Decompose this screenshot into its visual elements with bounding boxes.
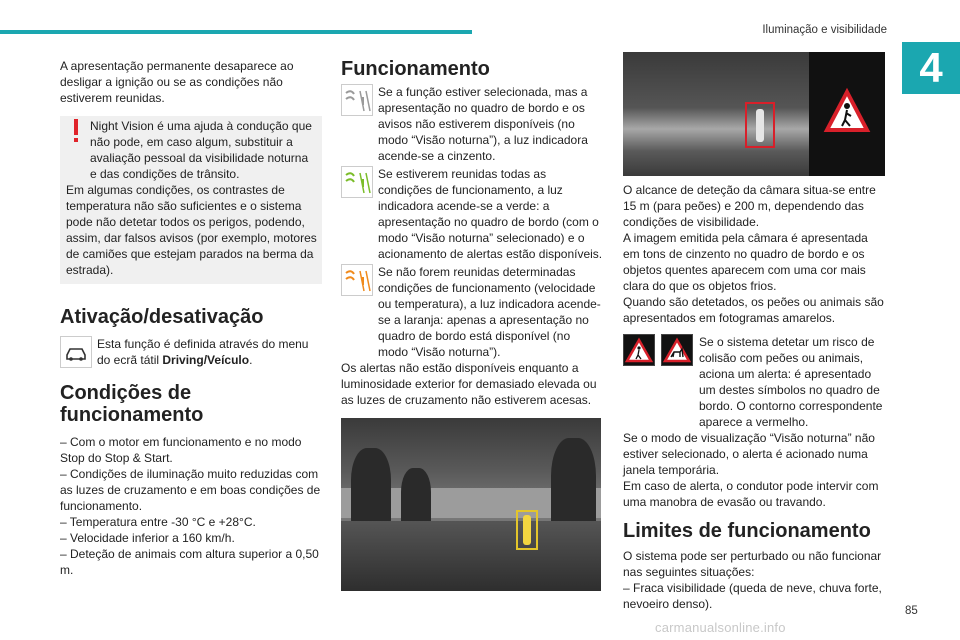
greyscale-text: A imagem emitida pela câmara é apresentada em tons de cinzento no quadro de bordo e os objetos quentes aparecem com uma cor mais clara do que os objetos frios.: [623, 231, 868, 293]
list-item: – Condições de iluminação muito reduzidas com as luzes de cruzamento e em boas condições de funcionamento.: [60, 467, 321, 513]
conditions-heading: Condições de funcionamento: [60, 382, 204, 426]
night-vision-alert-image: [623, 52, 885, 176]
pedestrian-frame-yellow: [516, 510, 538, 550]
alerts-unavailable-text: Os alertas não estão disponíveis enquanto a luminosidade exterior for demasiado elevada ou as luzes de cruzamento não estiverem acesas.: [341, 361, 597, 407]
driver-intervention-text: Em caso de alerta, o condutor pode intervir com uma manobra de evasão ou travando.: [623, 479, 879, 509]
warning-text-1: Night Vision é uma ajuda à condução que não pode, em caso algum, substituir a avaliação pessoal da visibilidade noturna e das condições de trânsito.: [90, 119, 312, 181]
exclamation-icon: [72, 119, 80, 145]
car-settings-icon: [60, 336, 92, 368]
range-text: O alcance de deteção da câmara situa-se entre 15 m (para peões) e 200 m, dependendo das condições de visibilidade.: [623, 183, 876, 229]
indicator-orange-text: Se não forem reunidas determinadas condições de funcionamento (velocidade ou temperatura), a luz indicadora acende-se a laranja: apenas a apresentação no quadro de bordo está disponível (no modo “Visão noturna”).: [378, 265, 601, 359]
animal-alert-icon: [661, 334, 693, 366]
indicator-grey-row: [341, 84, 603, 164]
limits-heading: Limites de funcionamento: [623, 520, 871, 542]
conditions-list: [60, 434, 322, 578]
alert-text: Se o sistema detetar um risco de colisão com peões ou animais, aciona um alerta: é apresentado um destes símbolos no quadro de bordo. O contorno correspondente aparece a vermelho.: [699, 335, 883, 429]
indicator-grey-text: Se a função estiver selecionada, mas a apresentação no quadro de bordo e os avisos não estiverem disponíveis (no modo “Visão noturna”), a luz indicadora acende-se a cinzento.: [378, 85, 588, 163]
header-accent-bar: [0, 30, 472, 34]
temporary-window-text: Se o modo de visualização “Visão noturna” não estiver selecionado, o alerta é acionado numa janela temporária.: [623, 431, 875, 477]
list-item: – Deteção de animais com altura superior a 0,50 m.: [60, 547, 319, 577]
alert-symbols-row: [623, 334, 885, 430]
night-vision-orange-icon: [341, 264, 373, 296]
list-item: – Com o motor em funcionamento e no modo Stop do Stop & Start.: [60, 435, 302, 465]
page-number: 85: [905, 605, 918, 617]
activation-row: [60, 336, 322, 368]
activation-text: Esta função é definida através do menu do ecrã tátil Driving/Veículo.: [97, 337, 309, 367]
column-left: [60, 58, 322, 578]
column-right: [623, 58, 885, 612]
activation-menu-name: Driving/Veículo: [162, 353, 250, 367]
warning-text-2: Em algumas condições, os contrastes de temperatura não são suficientes e o sistema pode não detetar todos os perigos, podendo, assim, dar falsos avisos (por exemplo, motores de camiões que estejam parados na berma da estrada).: [66, 183, 317, 277]
list-item: – Fraca visibilidade (queda de neve, chuva forte, nevoeiro denso).: [623, 581, 882, 611]
watermark: carmanualsonline.info: [655, 620, 786, 635]
indicator-green-text: Se estiverem reunidas todas as condições de funcionamento, a luz indicadora acende-se a verde: a apresentação no quadro de bordo (com o modo “Visão noturna” selecionado) e o acionamento de alertas estão disponíveis.: [378, 167, 603, 261]
list-item: – Temperatura entre -30 °C e +28°C.: [60, 515, 256, 529]
detection-text: Quando são detetados, os peões ou animais são apresentados em fotogramas amarelos.: [623, 295, 884, 325]
column-middle: [341, 58, 603, 591]
warning-box: [60, 116, 322, 284]
night-vision-road-image: [341, 418, 601, 591]
indicator-orange-row: [341, 264, 603, 360]
section-title: Iluminação e visibilidade: [762, 24, 887, 36]
operation-heading: Funcionamento: [341, 58, 490, 80]
pedestrian-frame-red: [745, 102, 775, 148]
chapter-number-tab: 4: [902, 42, 960, 94]
list-item: – Velocidade inferior a 160 km/h.: [60, 531, 235, 545]
pedestrian-alert-icon: [623, 334, 655, 366]
intro-paragraph: A apresentação permanente desaparece ao desligar a ignição ou se as condições não estiverem reunidas.: [60, 59, 294, 105]
night-vision-green-icon: [341, 166, 373, 198]
limits-intro: O sistema pode ser perturbado ou não funcionar nas seguintes situações:: [623, 549, 882, 579]
activation-heading: Ativação/desativação: [60, 306, 264, 328]
pedestrian-warning-icon: [809, 52, 885, 176]
night-vision-grey-icon: [341, 84, 373, 116]
indicator-green-row: [341, 166, 603, 262]
